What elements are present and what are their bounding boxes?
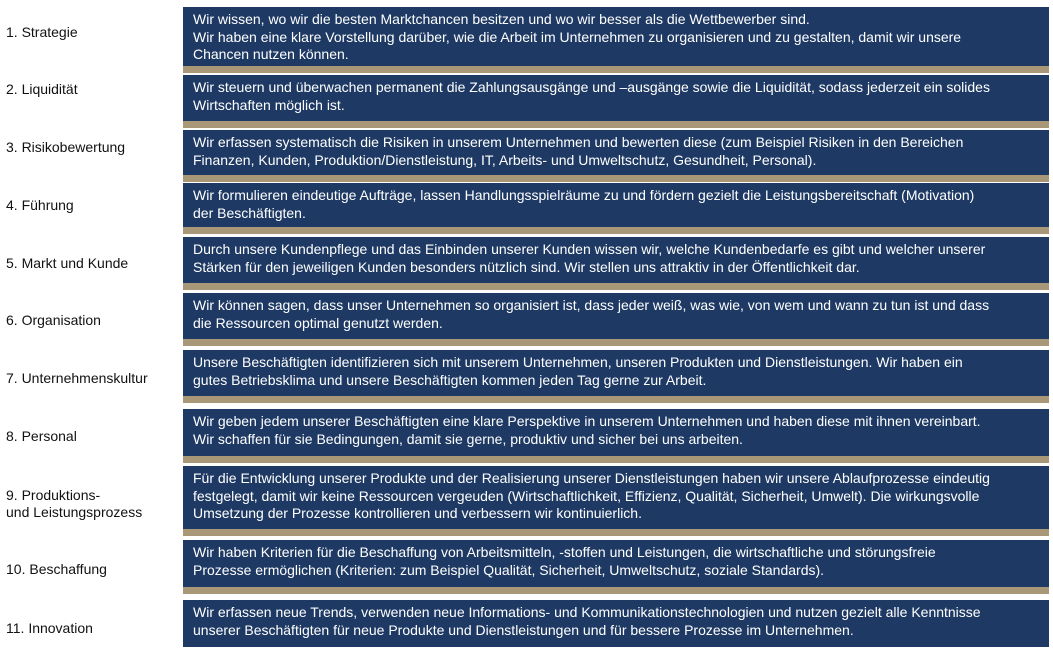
- separator-bar: [183, 227, 1049, 234]
- criterion-label: 6. Organisation: [6, 312, 101, 328]
- separator-bar: [183, 456, 1049, 463]
- separator-bar: [183, 283, 1049, 290]
- criterion-description: Wir können sagen, dass unser Unternehmen so organisiert ist, dass jeder weiß, was wie, von wem und wann zu tun ist und dass die Ressourcen optimal genutzt werden.: [193, 297, 990, 331]
- separator-bar: [183, 66, 1049, 73]
- criterion-description-box: [183, 75, 1049, 121]
- criterion-description-box: [183, 466, 1049, 529]
- criterion-description-box: [183, 600, 1049, 647]
- criterion-description: Wir formulieren eindeutige Aufträge, lassen Handlungsspielräume zu und fördern gezielt die Leistungsbereitschaft (Motivation) der Beschäftigten.: [193, 187, 975, 221]
- criterion-description-box: [183, 409, 1049, 456]
- criterion-description-box: [183, 7, 1049, 66]
- separator-bar: [183, 396, 1049, 403]
- separator-bar: [183, 175, 1049, 182]
- criterion-label: 1. Strategie: [6, 24, 78, 40]
- criterion-label: 4. Führung: [6, 197, 74, 213]
- criterion-description-box: [183, 293, 1049, 339]
- criterion-label: 5. Markt und Kunde: [6, 255, 129, 271]
- separator-bar: [183, 121, 1049, 128]
- criterion-description: Wir steuern und überwachen permanent die Zahlungsausgänge und –ausgänge sowie die Liquidität, sodass jederzeit ein solides Wirtschaften möglich ist.: [193, 79, 990, 113]
- separator-bar: [183, 587, 1049, 594]
- criterion-label: 9. Produktions- und Leistungsprozess: [6, 487, 143, 520]
- criterion-description: Wir erfassen systematisch die Risiken in unserem Unternehmen und bewerten diese (zum Beispiel Risiken in den Bereichen Finanzen, Kunden, Produktion/Dienstleistung, IT, Arbeits- und Umweltschutz, Gesundheit, Personal).: [193, 134, 964, 168]
- separator-bar: [183, 529, 1049, 536]
- criterion-label: 10. Beschaffung: [6, 561, 107, 577]
- criterion-label: 8. Personal: [6, 428, 77, 444]
- criterion-description: Wir haben Kriterien für die Beschaffung von Arbeitsmitteln, -stoffen und Leistungen, die wirtschaftliche und störungsfreie Prozesse ermöglichen (Kriterien: zum Beispiel Qualität, Sicherheit, Umweltschutz, soziale Standards).: [193, 544, 936, 578]
- criterion-description: Wir wissen, wo wir die besten Marktchancen besitzen und wo wir besser als die Wettbewerber sind. Wir haben eine klare Vorstellung darüber, wie die Arbeit im Unternehmen zu organisieren und zu gestalten, damit wir unsere Chancen nutzen können.: [193, 11, 962, 62]
- criterion-description: Durch unsere Kundenpflege und das Einbinden unserer Kunden wissen wir, welche Kundenbedarfe es gibt und welcher unserer Stärken für den jeweiligen Kunden besonders nützlich sind. Wir stellen uns attraktiv in der Öffentlichkeit dar.: [193, 241, 986, 275]
- criterion-description-box: [183, 183, 1049, 227]
- criterion-label: 7. Unternehmenskultur: [6, 370, 148, 386]
- separator-bar: [183, 339, 1049, 346]
- criterion-description-box: [183, 130, 1049, 175]
- criterion-label: 11. Innovation: [6, 620, 93, 636]
- criterion-description-box: [183, 350, 1049, 396]
- criterion-description-box: [183, 237, 1049, 283]
- criterion-label: 2. Liquidität: [6, 81, 78, 97]
- criterion-label: 3. Risikobewertung: [6, 139, 126, 155]
- criterion-description: Für die Entwicklung unserer Produkte und der Realisierung unserer Dienstleistungen haben wir unsere Ablaufprozesse eindeutig festgelegt, damit wir keine Ressourcen vergeuden (Wirtschaftlichkeit, Effizienz, Qualität, Sicherheit, Umwelt). Die wirkungsvolle Umsetzung der Prozesse kontrollieren und verbessern wir kontinuierlich.: [193, 470, 990, 521]
- criterion-description: Wir geben jedem unserer Beschäftigten eine klare Perspektive in unserem Unternehmen und haben diese mit ihnen vereinbart. Wir schaffen für sie Bedingungen, damit sie gerne, produktiv und sicher bei uns arbeiten.: [193, 413, 981, 447]
- criterion-description: Unsere Beschäftigten identifizieren sich mit unserem Unternehmen, unseren Produkten und Dienstleistungen. Wir haben ein gutes Betriebsklima und unsere Beschäftigten kommen jeden Tag gerne zur Arbeit.: [193, 354, 963, 388]
- criterion-description-box: [183, 540, 1049, 587]
- criterion-description: Wir erfassen neue Trends, verwenden neue Informations- und Kommunikationstechnologien und nutzen gezielt alle Kenntnisse unserer Beschäftigten für neue Produkte und Dienstleistungen und für bessere Prozesse im Unternehmen.: [193, 604, 981, 638]
